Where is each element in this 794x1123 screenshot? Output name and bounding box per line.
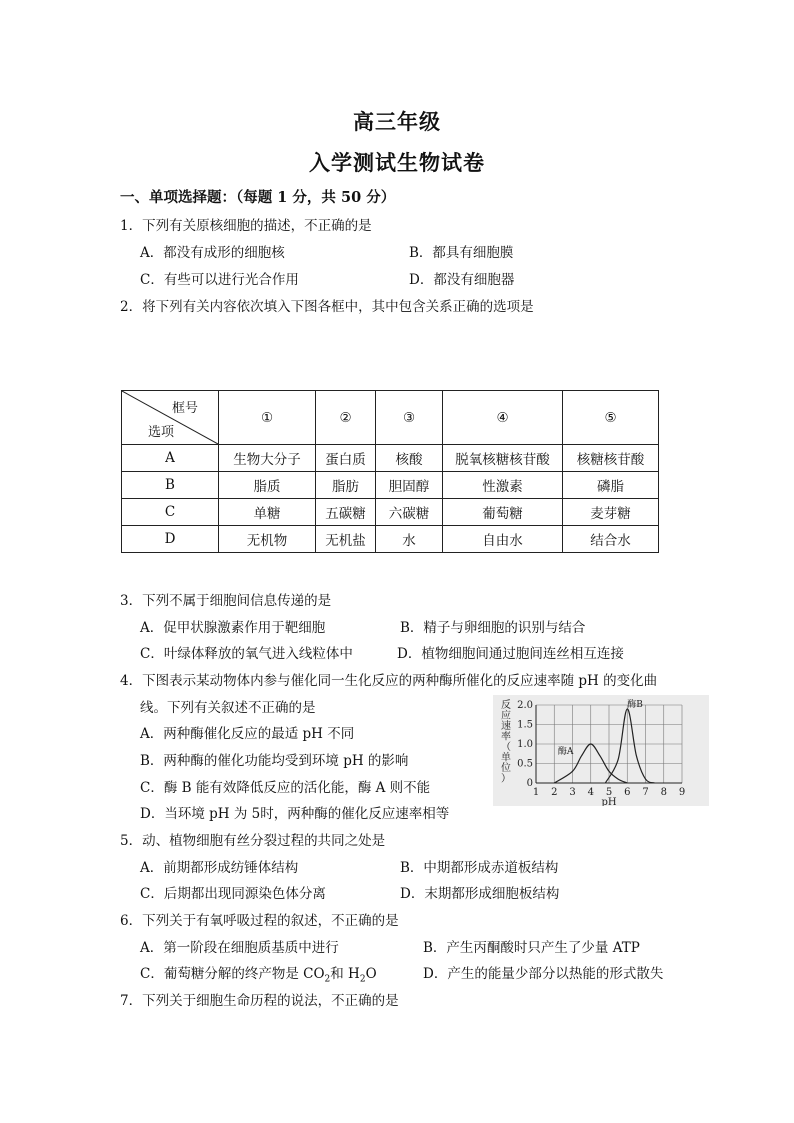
- table-row: [122, 445, 659, 472]
- x-tick-label: 1: [532, 787, 540, 798]
- y-axis-label-char: 率: [501, 731, 511, 743]
- question-1-stem: 1．下列有关原核细胞的描述，不正确的是: [120, 218, 372, 234]
- x-tick-label: 9: [678, 787, 686, 798]
- question-3-option-a: A．促甲状腺激素作用于靶细胞: [140, 620, 326, 636]
- question-5-option-b: B．中期都形成赤道板结构: [400, 860, 559, 876]
- table-header-3: ③: [376, 391, 443, 445]
- table-cell: 核酸: [376, 445, 443, 472]
- y-axis-label-char: 位: [501, 763, 511, 774]
- question-1-option-c: C．有些可以进行光合作用: [140, 272, 299, 288]
- y-axis-label-char: ）: [501, 773, 511, 785]
- page-title-exam: 入学测试生物试卷: [309, 150, 485, 175]
- x-tick-label: 5: [605, 787, 613, 798]
- question-3-option-c: C．叶绿体释放的氧气进入线粒体中: [140, 646, 353, 662]
- option-c-text: 和 H: [330, 966, 360, 982]
- table-cell: 结合水: [563, 526, 659, 553]
- series-label-enzyme-b: 酶B: [627, 699, 643, 710]
- series-line-enzyme-b: [605, 709, 654, 783]
- row-label: C: [122, 499, 219, 526]
- question-4-stem-line2: 线。下列有关叙述不正确的是: [140, 700, 316, 716]
- row-label: A: [122, 445, 219, 472]
- series-label-enzyme-a: 酶A: [557, 746, 574, 757]
- table-header-1: ①: [219, 391, 316, 445]
- y-axis-label-char: 速: [501, 721, 511, 732]
- option-c-text: C．葡萄糖分解的终产物是 CO: [140, 966, 325, 982]
- question-3-option-b: B．精子与卵细胞的识别与结合: [400, 620, 586, 636]
- question-5-option-d: D．末期都形成细胞板结构: [400, 886, 560, 902]
- y-tick-label: 2.0: [517, 700, 533, 711]
- question-4-option-d: D．当环境 pH 为 5时，两种酶的催化反应速率相等: [140, 806, 450, 822]
- table-cell: 自由水: [443, 526, 563, 553]
- table-cell: 性激素: [443, 472, 563, 499]
- table-cell: 五碳糖: [316, 499, 376, 526]
- question-6-option-b: B．产生丙酮酸时只产生了少量 ATP: [423, 940, 640, 956]
- y-tick-label: 1.0: [517, 739, 533, 750]
- x-tick-label: 3: [569, 787, 576, 798]
- table-cell: 蛋白质: [316, 445, 376, 472]
- table-header-4: ④: [443, 391, 563, 445]
- page-title-grade: 高三年级: [353, 109, 441, 134]
- table-header-5: ⑤: [563, 391, 659, 445]
- x-tick-label: 8: [660, 787, 667, 798]
- table-cell: 脱氧核糖核苷酸: [443, 445, 563, 472]
- table-cell: 麦芽糖: [563, 499, 659, 526]
- y-tick-label: 0.5: [517, 758, 533, 770]
- x-tick-label: 2: [551, 787, 558, 798]
- table-cell: 磷脂: [563, 472, 659, 499]
- section-heading: 一、单项选择题：（每题 1 分，共 50 分）: [120, 189, 396, 206]
- x-axis-label: pH: [601, 797, 617, 806]
- question-4-option-a: A．两种酶催化反应的最适 pH 不同: [140, 726, 355, 742]
- table-row: [122, 499, 659, 526]
- table-cell: 单糖: [219, 499, 316, 526]
- y-tick-label: 1.5: [517, 719, 533, 731]
- table-cell: 脂质: [219, 472, 316, 499]
- x-tick-label: 4: [587, 787, 594, 798]
- question-6-option-d: D．产生的能量少部分以热能的形式散失: [423, 966, 664, 982]
- question-2-table: [121, 390, 659, 553]
- question-2-stem: 2．将下列有关内容依次填入下图各框中，其中包含关系正确的选项是: [120, 299, 534, 315]
- option-c-text: O: [365, 966, 377, 982]
- table-cell: 脂肪: [316, 472, 376, 499]
- row-label: B: [122, 472, 219, 499]
- question-5-option-c: C．后期都出现同源染色体分离: [140, 886, 326, 902]
- table-cell: 胆固醇: [376, 472, 443, 499]
- enzyme-ph-chart: [493, 695, 709, 806]
- question-3-stem: 3．下列不属于细胞间信息传递的是: [120, 593, 332, 609]
- table-cell: 核糖核苷酸: [563, 445, 659, 472]
- table-row: [122, 526, 659, 553]
- question-4-option-b: B．两种酶的催化功能均受到环境 pH 的影响: [140, 753, 409, 769]
- table-cell: 六碳糖: [376, 499, 443, 526]
- question-6-option-c: [140, 962, 377, 985]
- row-label: D: [122, 526, 219, 553]
- table-cell: 无机盐: [316, 526, 376, 553]
- question-3-option-d: D．植物细胞间通过胞间连丝相互连接: [397, 646, 624, 662]
- question-4-stem-line1: 4．下图表示某动物体内参与催化同一生化反应的两种酶所催化的反应速率随 pH 的变化曲: [120, 673, 658, 689]
- corner-label-option: 选项: [148, 425, 175, 440]
- y-axis-label-char: 应: [501, 710, 511, 722]
- question-1-option-d: D．都没有细胞器: [409, 272, 515, 288]
- subscript: 2: [324, 974, 331, 985]
- y-axis-label-char: （: [501, 742, 511, 753]
- x-tick-label: 6: [624, 787, 631, 798]
- table-cell: 水: [376, 526, 443, 553]
- question-1-option-b: B．都具有细胞膜: [409, 245, 514, 261]
- question-5-stem: 5．动、植物细胞有丝分裂过程的共同之处是: [120, 833, 386, 849]
- table-cell: 葡萄糖: [443, 499, 563, 526]
- table-row: [122, 472, 659, 499]
- question-7-stem: 7．下列关于细胞生命历程的说法，不正确的是: [120, 993, 399, 1009]
- table-cell: 生物大分子: [219, 445, 316, 472]
- chart-svg: [493, 695, 709, 806]
- question-4-option-c: C．酶 B 能有效降低反应的活化能，酶 A 则不能: [140, 780, 431, 796]
- question-1-option-a: A．都没有成形的细胞核: [140, 245, 285, 261]
- question-6-option-a: A．第一阶段在细胞质基质中进行: [140, 940, 339, 956]
- corner-label-box: 框号: [171, 401, 198, 416]
- table-header-2: ②: [316, 391, 376, 445]
- x-tick-label: 7: [642, 787, 649, 798]
- y-tick-label: 0: [526, 778, 533, 789]
- question-6-stem: 6．下列关于有氧呼吸过程的叙述，不正确的是: [120, 913, 399, 929]
- y-axis-label-char: 单: [501, 752, 511, 764]
- subscript: 2: [359, 974, 366, 985]
- y-axis-label-char: 反: [501, 700, 511, 711]
- table-cell: 无机物: [219, 526, 316, 553]
- question-5-option-a: A．前期都形成纺锤体结构: [140, 860, 299, 876]
- table-corner-cell: [122, 391, 219, 445]
